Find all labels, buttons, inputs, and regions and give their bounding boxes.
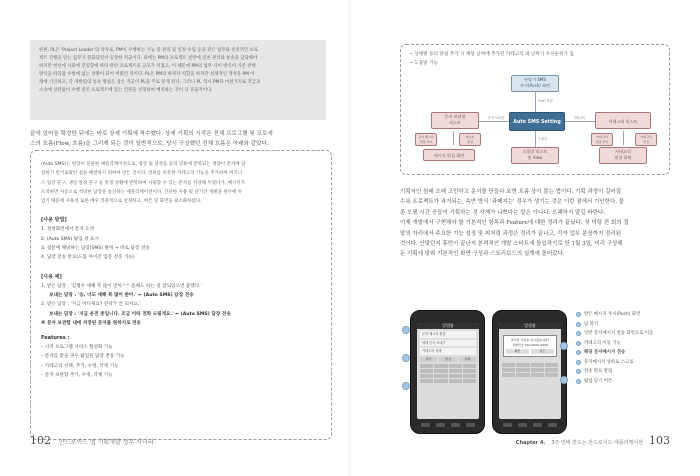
- spec-intro-line: 었기 때문에 사용성 또한 매우 직관적으로 설정하고, 버튼 및 화면을 최소화하였다.: [41, 199, 202, 205]
- node-category-edit: 카테고리 편집 화면: [599, 147, 647, 164]
- right-footer: [516, 434, 670, 447]
- legend-item: 답 알기: [576, 320, 676, 330]
- reply-popup: [503, 335, 557, 357]
- paragraph-line: 스의 흐름(Flow, 흐름)을 그리게 되는 것이 일반적으로, 당시 구상했던 전체 흐름은 아래와 같았다.: [30, 141, 269, 147]
- legend-item: 전송 완료 알림: [576, 367, 676, 377]
- legend-item: 팝업 닫기 버튼: [576, 377, 676, 387]
- paragraph-line: 것이다. 안맞던지 휴먼이 끝난지 본격적인 개발 스타트에 돌입하기로 한 1월 3일, 미리 구상해: [400, 241, 623, 248]
- note-line: 래에 기인하고, 각 개발팀의 통솔 방침은 상은 직군이 PL을 주로 맡게 된다. 그러니 PL 역시 PM과 마찬가지로 직급과: [39, 80, 261, 86]
- screen-button[interactable]: 편집: [439, 357, 456, 362]
- example-heading: [사용 예]: [41, 273, 62, 280]
- paragraph-line: 끝에 일어을 확정한 뒤에는 바로 상세 기획에 착수했다. 상세 기획의 시작은 전체 프로그램 및 프로세: [30, 131, 273, 137]
- legend-marker-icon: [576, 341, 581, 346]
- note-line: 젝트 진행을 맡는 업무가 분화되면서 등장한 직군이다. 외에는 PM의 프로젝트 전반에 걸친 관리와 통솔을 담당해야: [39, 56, 258, 62]
- feature-line: – 시작 프로그램 서비스 활성화 기능: [41, 345, 113, 351]
- node-inbox-list: 문자 보관함 리스트: [431, 112, 479, 129]
- legend-item: 문자메시지 상하로 스크롤: [576, 358, 676, 368]
- node-small-left-a: 문자 메시지 편집 추가: [415, 133, 437, 146]
- diagram-bullet: ~ 도움말 기능: [409, 61, 438, 66]
- legend-marker-icon: [576, 322, 581, 327]
- example-line: 2. 받은 답장 : '지금 어디세요? 연락가 안 되셔요.': [41, 302, 141, 308]
- phone-right: [492, 310, 567, 434]
- method-step: 2. (Auto SMS) 팝업 창 표시: [41, 236, 99, 242]
- legend-marker-icon: [576, 379, 581, 384]
- legend-marker-icon: [576, 312, 581, 317]
- legend-marker-icon: [576, 331, 581, 336]
- screen-title: 알림함: [499, 323, 561, 329]
- note-line: 소속에 상관없이 수행 중인 프로젝트에 있는 인원을 선정하여 배치하는 것이 더 효율적이다.: [39, 88, 213, 94]
- legend-item: 받은 메시지 푸시(Push) 화면: [576, 310, 676, 320]
- method-step: 4. 답장 전송 완료(드롭 아이콘 입문 전송 가능): [41, 255, 135, 261]
- feature-legend: [576, 310, 676, 386]
- flow-diagram: [400, 44, 670, 175]
- keypad: [420, 364, 476, 383]
- note-line: 한편, PL은 'Project Leader'의 약자로, PM이 수행하는 기능 중 관리 및 일정 수립 등과 같은 업무와 실질적인 프로: [39, 48, 258, 53]
- node-category-list: 카테고리 리스트: [595, 112, 651, 129]
- left-footer: [30, 434, 154, 447]
- spec-intro-line: 도착하면 자동으로 적당한 답장을 송신하는 애플리케이션이다. 간단한 사용 및 단기간 개발을 원두에 두: [41, 189, 243, 195]
- node-small-left-b: 메시지 편집: [459, 133, 481, 146]
- method-step: 3. 질문에 해당하는 답장(SMS) 클릭 → 바로 답장 전송: [41, 246, 150, 252]
- paragraph-line: 기획자인 원래 오래 고민하고 문서를 만들다 보면 흐름 상이 불는 법이다. 기획 과정이 길어질: [400, 189, 622, 195]
- example-line: 보내는 답장 : '응, 너도 새해 복 많이 받아.' ← (Auto SMS) 답장 전송: [49, 292, 194, 298]
- legend-marker-icon: [576, 360, 581, 365]
- example-line: 1. 받은 답장 : '김철수 새해 복 많이 받아^^ 올해도 하는 일 잘되었으면 좋겠다.': [41, 283, 202, 289]
- screen-buttons: [420, 357, 476, 362]
- right-page: [350, 0, 700, 476]
- spec-intro-line: 장하기 번거로웠던 점을 해결하기 위하여 만든 것이다. 연휴를 비롯한 카테고리 기능을 추가하여 버즈니: [41, 171, 243, 177]
- spec-intro: [41, 160, 321, 206]
- edge-label: 문자 보관함: [487, 116, 505, 120]
- phone-hardware-buttons: [421, 423, 475, 429]
- callout-marker: [402, 326, 410, 334]
- legend-item: 해당 문자메시지 전송: [576, 348, 676, 358]
- callout-marker: [402, 354, 410, 362]
- screen-row[interactable]: 새해 인사 보내기: [420, 340, 476, 347]
- node-small-right-b: 카테고리 편집: [635, 133, 657, 146]
- paragraph-line: 이제 개발에서 구현해야 할 기본적인 항목과 Feature에 대한 정리가 끝났다. 첫 미팅 전 회의 결: [400, 220, 629, 227]
- node-auto-sms-setting: Auto SMS Setting: [509, 112, 565, 131]
- node-help-list: 도움말 리스트 및 View: [511, 147, 559, 164]
- edge-top: [535, 92, 536, 112]
- example-note: ※ 문자 보관함 내에 저장된 문자를 원하지로 전송: [41, 320, 141, 326]
- edge-left: [479, 121, 509, 122]
- node-small-right-a: 카테고리 편집 추가: [591, 133, 613, 146]
- legend-marker-icon: [576, 369, 581, 374]
- note-line: 하지만 현실에 사회에 진입함에 따라 관련 프로젝트의 규모가 커졌고, 이 때문에 PM의 업무 사이 방식이 기존 관행: [39, 64, 256, 70]
- chapter-title: 3주 만에 만드는 안드로이드 애플리케이션: [551, 440, 643, 446]
- edge-left-down: [453, 131, 454, 145]
- method-heading: [사용 방법]: [41, 217, 67, 224]
- screen-row[interactable]: 카테고리 선택: [420, 348, 476, 355]
- callout-marker: [560, 342, 568, 350]
- legend-marker-icon: [576, 350, 581, 355]
- features-heading: Features :: [41, 335, 70, 342]
- diagram-bullet: ~ 상태별 등의 알림 추가 시 해당 날짜에 추가된 카테고리 내 날짜가 우선순위가 됨: [409, 52, 574, 57]
- keypad: [502, 363, 558, 377]
- spec-intro-line: 스 업장 문구, 생일 알정 문구 등 특정 상황에 반복하여 사용할 수 있는 문자를 저장해 두었다가, 메시지가: [41, 180, 245, 186]
- screen-button[interactable]: 삭제: [459, 357, 476, 362]
- node-push-screen: 단말기 SMS 푸시(Push) 화면: [511, 75, 559, 92]
- node-message-edit: 메시지 편집 화면: [423, 149, 475, 161]
- note-line: 방식을 따라잡 수밖에 없는 상황이 되어 버렸던 것이다. PL은 PM의 하위자 역할을 하지만 실제적인 생성을 PM 아: [39, 72, 255, 78]
- paragraph-line: 론 오랜 시간 공들여 기획하는 것 자체가 나쁘다는 말은 아니다. 오해하지 말길 바란다.: [400, 209, 606, 216]
- spec-box: [30, 150, 332, 440]
- edge-label: 카테고리: [572, 116, 586, 120]
- spec-intro-line: (Auto SMS)는 원장이 실물한 애플리케이션으로, 영상 및 설정을 등의 연휴에 반복되는 재량이 문자메 답: [41, 162, 246, 167]
- phone-hardware-buttons: [503, 423, 557, 429]
- popup-confirm-button[interactable]: 확인: [506, 349, 529, 354]
- intro-paragraph: [30, 129, 330, 149]
- popup-message: 알림함 답장을 하시겠습니까? 전화번호 010-0000-0000: [510, 338, 550, 347]
- paragraph-line: 말의 자리에서 주요한 기능 설정 및 피처링 과정은 정리가 끝나고, 각자 업무 분장까지 정리된: [400, 230, 622, 237]
- phone-right-screen: [499, 323, 561, 419]
- page-number: 103: [649, 434, 670, 447]
- body-paragraph: [400, 187, 672, 260]
- paragraph-line: 수록 프로젝트가 과거되는, 속반 방식 '과폐지는' 경우가 생기는 것은 이런 점에서 기인한다. 물: [400, 199, 625, 206]
- edge-label: Push 알림: [538, 99, 553, 103]
- edge-right: [565, 121, 595, 122]
- screen-row[interactable]: 문자 메시지 편집: [420, 331, 476, 338]
- page-number: 102: [30, 434, 51, 447]
- screen-title: 알림함: [417, 323, 479, 329]
- legend-item: 일반 문자메시지 전송 화면으로 이동: [576, 329, 676, 339]
- edge-bottom: [535, 131, 536, 147]
- edge-right-down: [623, 131, 624, 145]
- phone-mockups: [400, 306, 673, 436]
- feature-line: – 문자 보관함 추가, 수정, 삭제 기능: [41, 373, 113, 379]
- chapter-label: Chapter 4.: [515, 440, 546, 446]
- callout-marker: [560, 376, 568, 384]
- feature-line: – 문자를 받을 경우 팝업된 답장 전송 기능: [41, 354, 125, 360]
- example-line: 보내는 답장 : '지금 운전 중입니다. 조금 이따 전화 드릴게요.' ← (Auto SMS) 답장 전송: [49, 311, 231, 317]
- callout-marker: [402, 382, 410, 390]
- method-step: 1. 설정화면에서 문자 도착: [41, 227, 95, 233]
- feature-line: – 카테고리 선택, 추가, 수정, 삭제 기능: [41, 363, 119, 369]
- legend-item: 카테고리 이동 기능: [576, 339, 676, 349]
- screen-button[interactable]: 추가: [420, 357, 437, 362]
- phone-left-screen: [417, 323, 479, 419]
- book-title: 안드로이드 앱 기획개발 성무 시나리: [59, 439, 154, 446]
- note-box: [30, 40, 326, 120]
- phone-left: [410, 310, 485, 434]
- paragraph-line: 둔 기획에 맞춰 기본적인 화면 구성과 스토리보드의 설계에 돌어갔다.: [400, 251, 565, 258]
- edge-label: 도움말: [538, 137, 548, 141]
- popup-cancel-button[interactable]: 취소: [531, 349, 554, 354]
